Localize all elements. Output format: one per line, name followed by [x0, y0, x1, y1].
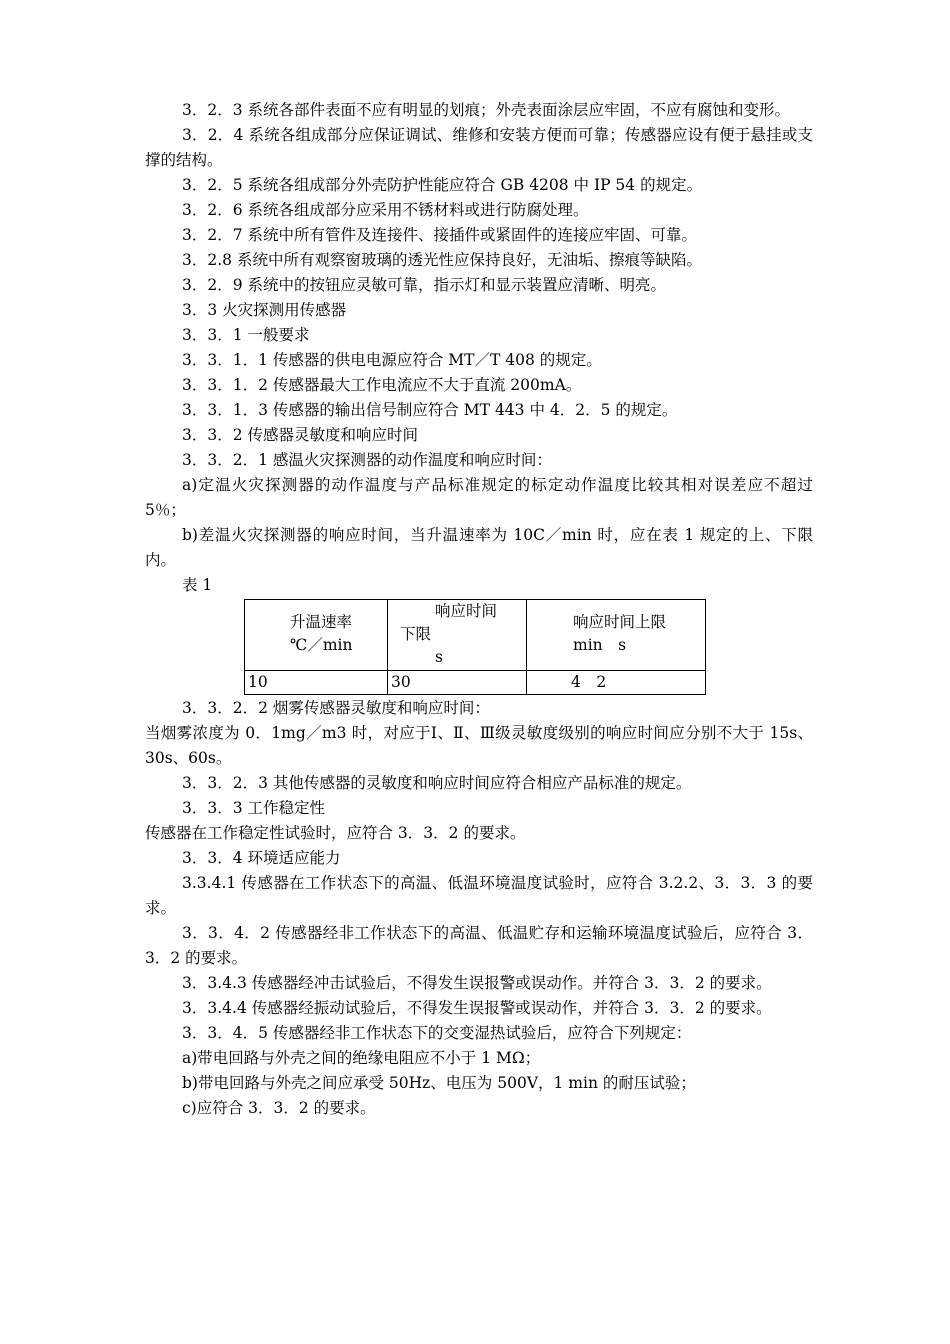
item-a-fixed-temp: a)定温火灾探测器的动作温度与产品标准规定的标定动作温度比较其相对误差应不超过 5％；: [145, 476, 813, 519]
item-c-compliance: c)应符合 3．3．2 的要求。: [182, 1099, 376, 1117]
item-b-withstand-voltage: b)带电回路与外壳之间应承受 50Hz、电压为 500V，1 min 的耐压试验；: [182, 1074, 696, 1092]
clause-3-3-4-5: 3．3．4．5 传感器经非工作状态下的交变湿热试验后，应符合下列规定：: [182, 1024, 692, 1042]
header-cell-upper-limit: [527, 600, 706, 671]
header-response-time-label: 响应时间: [435, 602, 498, 620]
section-heading-3-3-2: 3．3．2 传感器灵敏度和响应时间: [182, 426, 419, 444]
upper-limit-value: 4 2: [571, 673, 607, 691]
lower-limit-value: 30: [391, 673, 411, 691]
section-heading-3-3-4: 3．3．4 环境适应能力: [182, 849, 341, 867]
section-heading-3-3-3: 3．3．3 工作稳定性: [182, 799, 326, 817]
table-caption: 表 1: [182, 576, 213, 594]
cell-upper-limit-value: [527, 671, 706, 695]
clause-3-3-1-3: 3．3．1．3 传感器的输出信号制应符合 MT 443 中 4．2．5 的规定。: [182, 401, 678, 419]
item-b-rate-of-rise: b)差温火灾探测器的响应时间，当升温速率为 10C／min 时，应在表 1 规定的上、下限内。: [145, 526, 813, 569]
header-rate-label: 升温速率: [290, 613, 353, 631]
clause-3-2-7: 3．2．7 系统中所有管件及连接件、接插件或紧固件的连接应牢固、可靠。: [182, 226, 698, 244]
clause-3-2-6: 3．2．6 系统各组成部分应采用不锈材料或进行防腐处理。: [182, 201, 589, 219]
header-lower-limit-unit: s: [435, 648, 443, 666]
clause-3-3-1-2: 3．3．1．2 传感器最大工作电流应不大于直流 200mA。: [182, 376, 582, 394]
response-time-table: [244, 599, 706, 695]
cell-rate-value: [245, 671, 388, 695]
header-rate-unit: ℃／min: [290, 636, 353, 654]
clause-3-3-4-3: 3．3.4.3 传感器经冲击试验后，不得发生误报警或误动作。并符合 3．3．2 的要求。: [182, 974, 772, 992]
header-cell-rate: [245, 600, 388, 671]
rate-value: 10: [248, 673, 268, 691]
clause-3-2-8: 3．2.8 系统中所有观察窗玻璃的透光性应保持良好，无油垢、擦痕等缺陷。: [182, 251, 702, 269]
clause-3-2-9: 3．2．9 系统中的按钮应灵敏可靠，指示灯和显示装置应清晰、明亮。: [182, 276, 667, 294]
stability-requirement: 传感器在工作稳定性试验时，应符合 3．3．2 的要求。: [145, 824, 526, 842]
header-upper-limit-label: 响应时间上限: [573, 613, 667, 631]
header-lower-limit-label: 下限: [400, 625, 432, 643]
clause-3-3-4-4: 3．3.4.4 传感器经振动试验后，不得发生误报警或误动作，并符合 3．3．2 的要求。: [182, 999, 772, 1017]
item-a-insulation: a)带电回路与外壳之间的绝缘电阻应不小于 1 MΩ；: [182, 1049, 541, 1067]
clause-3-3-4-2: 3．3．4．2 传感器经非工作状态下的高温、低温贮存和运输环境温度试验后，应符合 3．3．2 的要求。: [145, 924, 813, 967]
header-cell-lower-limit: [388, 600, 527, 671]
section-heading-3-3: 3．3 火灾探测用传感器: [182, 301, 347, 319]
section-heading-3-3-1: 3．3．1 一般要求: [182, 326, 310, 344]
clause-3-3-4-1: 3.3.4.1 传感器在工作状态下的高温、低温环境温度试验时，应符合 3.2.2、3．3．3 的要求。: [145, 874, 813, 917]
smoke-sensor-requirement: 当烟雾浓度为 0．1mg／m3 时，对应于Ⅰ、Ⅱ、Ⅲ级灵敏度级别的响应时间应分别不大于 15s、30s、60s。: [145, 724, 813, 767]
clause-3-2-4: 3．2．4 系统各组成部分应保证调试、维修和安装方便而可靠；传感器应设有便于悬挂或支撑的结构。: [145, 126, 813, 169]
table-header-row: [245, 600, 706, 671]
clause-3-3-2-3: 3．3．2．3 其他传感器的灵敏度和响应时间应符合相应产品标准的规定。: [182, 774, 692, 792]
document-body: [145, 98, 813, 1121]
cell-lower-limit-value: [388, 671, 527, 695]
clause-3-3-2-2: 3．3．2．2 烟雾传感器灵敏度和响应时间：: [182, 699, 490, 717]
clause-3-2-5: 3．2．5 系统各组成部分外壳防护性能应符合 GB 4208 中 IP 54 的规定。: [182, 176, 703, 194]
header-upper-limit-unit: min s: [573, 636, 627, 654]
table-row: [245, 671, 706, 695]
clause-3-3-2-1: 3．3．2．1 感温火灾探测器的动作温度和响应时间：: [182, 451, 552, 469]
clause-3-3-1-1: 3．3．1．1 传感器的供电电源应符合 MT／T 408 的规定。: [182, 351, 602, 369]
clause-3-2-3: 3．2．3 系统各部件表面不应有明显的划痕；外壳表面涂层应牢固，不应有腐蚀和变形。: [182, 101, 791, 119]
